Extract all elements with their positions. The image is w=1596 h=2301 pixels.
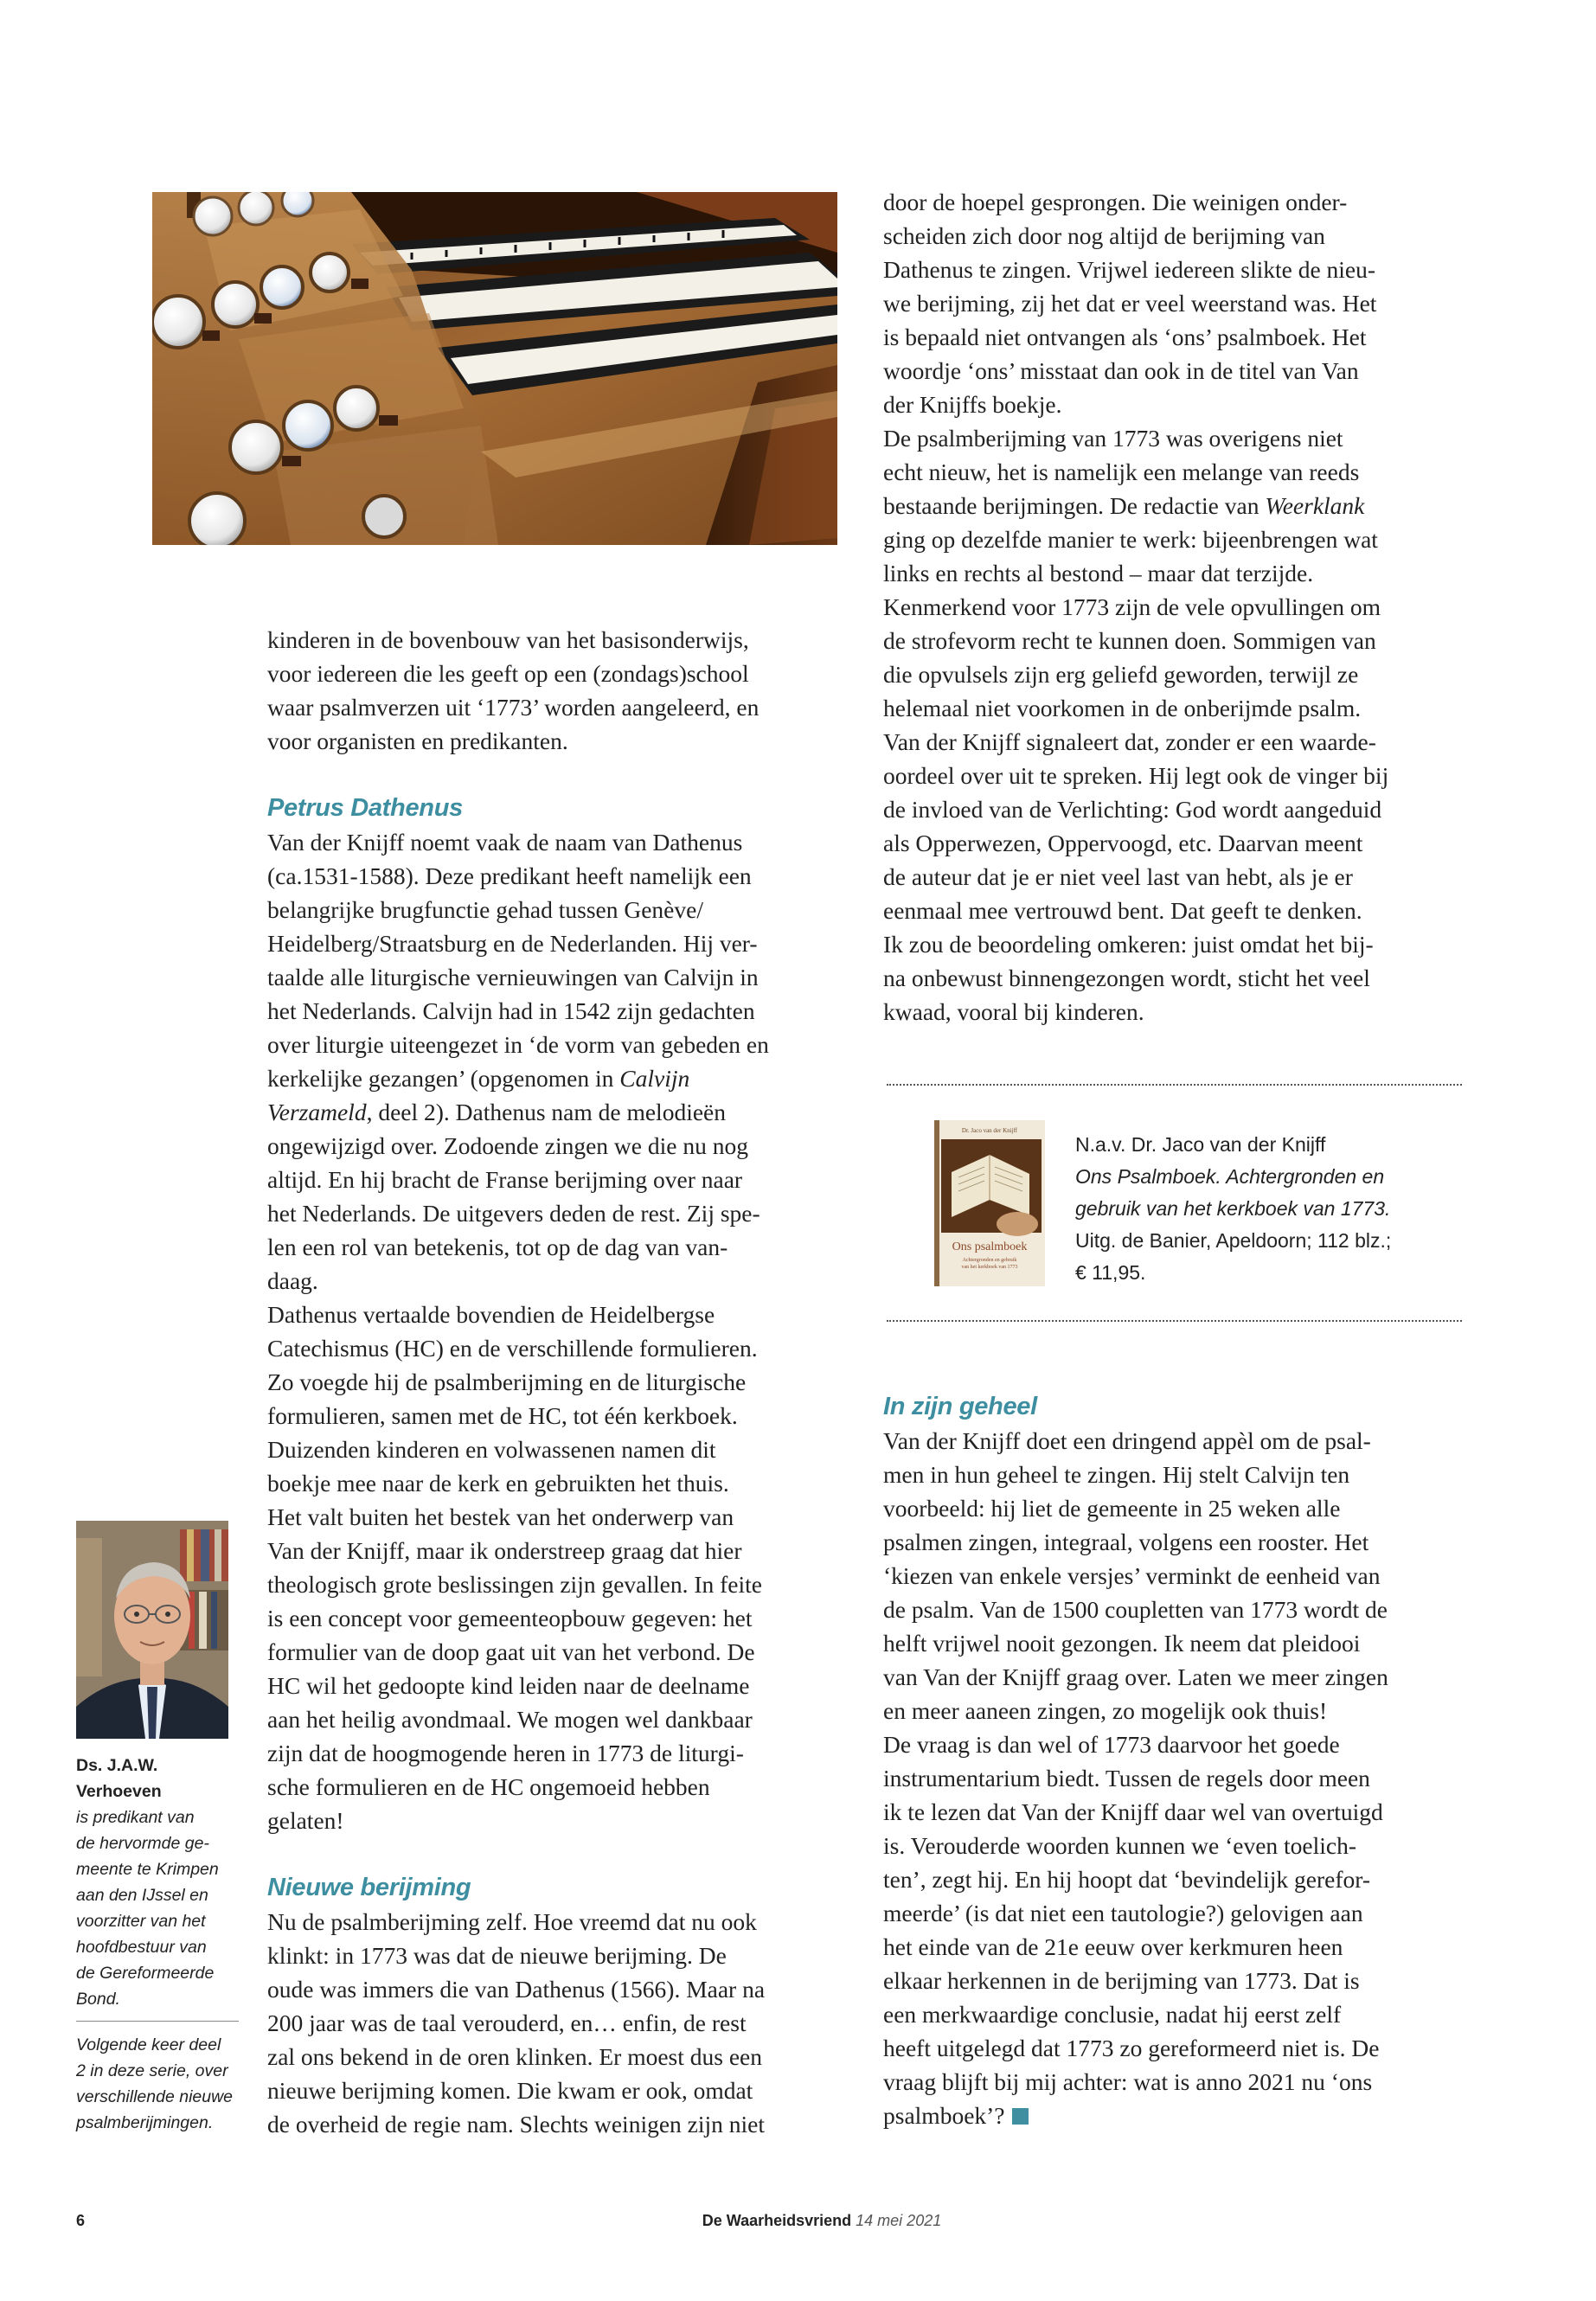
book-price: € 11,95. [1075,1261,1146,1284]
section-heading-petrus-dathenus: Petrus Dathenus [267,794,463,822]
book-publisher: Uitg. de Banier, Apeldoorn; 112 blz.; [1075,1229,1392,1252]
footer-publication [606,2212,1038,2230]
dathenus-paragraph-2: Dathenus vertaalde bovendien de Heidelbergse Catechismus (HC) en de verschillende formulieren. Zo voegde hij de psalmberijming en de liturgische formulieren, samen met de HC, tot één kerkboek. Duizenden kinderen en volwassenen namen dit boekje mee naar de kerk en gebruikten het thuis. Het valt buiten het bestek van het onderwerp van Van der Knijff, maar ik onderstreep graag dat hier theologisch grote beslissingen zijn gevallen. In feite is een concept voor gemeenteopbouw gegeven: het formulier van de doop gaat uit van het verbond. De HC wil het gedoopte kind leiden naar de deelname aan het heilig avondmaal. We mogen wel dankbaar zijn dat de hoogmogende heren in 1773 de liturgi- sche formulieren en de HC ongemoeid hebben gelaten! [267,1301,762,1834]
section-heading-in-zijn-geheel: In zijn geheel [883,1393,1037,1420]
book-cover-title: Ons psalmboek [952,1240,1028,1253]
book-cover-image [934,1120,1045,1286]
organ-console-photo [152,192,837,545]
berijming-paragraph: Nu de psalmberijming zelf. Hoe vreemd dat nu ook klinkt: in 1773 was dat de nieuwe berijming. De oude was immers die van Dathenus (1566). Maar na 200 jaar was de taal verouderd, en… enfin, de rest zal ons bekend in de oren klinken. Er moest dus een nieuwe berijming komen. Die kwam er ook, omdat de overheid de regie nam. Slechts weinigen zijn niet [267,1908,766,2138]
publication-date: 14 mei 2021 [856,2212,942,2229]
book-cover-subtitle-1: Achtergronden en gebruik [962,1258,1017,1263]
book-box-top-rule [887,1084,1462,1086]
end-mark-icon [1012,2108,1029,2125]
author-description: is predikant van de hervormde ge- meente te Krimpen aan den IJssel en voorzitter van het hoofdbestuur van de Gereformeerde Bond. [76,1808,219,2009]
author-name: Ds. J.A.W. Verhoeven [76,1756,162,1801]
left-column [267,623,847,2141]
right-paragraph-2: De psalmberijming van 1773 was overigens niet echt nieuw, het is namelijk een melange van reeds bestaande berijmingen. De redactie van Weerklank ging op dezelfde manier te werk: bijeenbrengen wat links en rechts al bestond – maar dat terzijde. Kenmerkend voor 1773 zijn de vele opvullingen om de strofevorm recht te kunnen doen. Sommigen van die opvulsels zijn erg geliefd geworden, terwijl ze helemaal niet voorkomen in de onberijmde psalm. Van der Knijff signaleert dat, zonder er een waarde- oordeel over uit te spreken. Hij legt ook de vinger bij de invloed van de Verlichting: God wordt aangeduid als Opperwezen, Oppervoogd, etc. Daarvan meent de auteur dat je er niet veel last van hebt, als je er eenmaal mee vertrouwd bent. Dat geeft te denken. Ik zou de beoordeling omkeren: juist omdat het bij- na onbewust binnengezongen wordt, sticht het veel kwaad, vooral bij kinderen. [883,425,1389,1025]
author-portrait [76,1521,228,1739]
publication-name: De Waarheidsvriend [702,2212,852,2229]
dathenus-paragraph-1: Van der Knijff noemt vaak de naam van Dathenus (ca.1531-1588). Deze predikant heeft namelijk een belangrijke brugfunctie gehad tussen Genève/ Heidelberg/Straatsburg en de Nederlanden. Hij ver- taalde alle liturgische vernieuwingen van Calvijn in het Nederlands. Calvijn had in 1542 zijn gedachten over liturgie uiteengezet in ‘de vorm van gebeden en kerkelijke gezangen’ (opgenomen in Calvijn Verzameld, deel 2). Dathenus nam de melodieën ongewijzigd over. Zodoende zingen we die nu nog altijd. En hij bracht de Franse berijming over naar het Nederlands. De uitgevers deden de rest. Zij spe- len een rol van betekenis, tot op de dag van van- daag. [267,829,769,1294]
sidebar-divider [76,2021,239,2022]
book-cover-subtitle-2: van het kerkboek van 1773 [961,1265,1018,1270]
book-title-line-2: gebruik van het kerkboek van 1773. [1075,1197,1391,1220]
book-info [1075,1129,1456,1289]
book-box-bottom-rule [887,1320,1462,1322]
book-title-line-1: Ons Psalmboek. Achtergronden en [1075,1165,1385,1188]
geheel-paragraph-2: De vraag is dan wel of 1773 daarvoor het goede instrumentarium biedt. Tussen de regels door meen ik te lezen dat Van der Knijff daar wel van overtuigd is. Verouderde woorden kunnen we ‘even toelich- ten’, zegt hij. En hij hoopt dat ‘bevindelijk gerefor- meerde’ (is dat niet een tautologie?) gelovigen aan het einde van de 21e eeuw over kerkmuren heen elkaar herkennen in de berijming van 1773. Dat is een merkwaardige conclusie, nadat hij eerst zelf heeft uitgelegd dat 1773 zo gereformeerd niet is. De vraag blijft bij mij achter: wat is anno 2021 nu ‘ons psalmboek’? [883,1731,1383,2129]
book-info-line-1: N.a.v. Dr. Jaco van der Knijff [1075,1133,1326,1156]
author-bio [76,1753,239,2136]
book-cover-author: Dr. Jaco van der Knijff [961,1127,1018,1134]
geheel-paragraph-1: Van der Knijff doet een dringend appèl om de psal- men in hun geheel te zingen. Hij stelt Calvijn ten voorbeeld: hij liet de gemeente in 25 weken alle psalmen zingen, integraal, volgens een rooster. Het ‘kiezen van enkele versjes’ verminkt de eenheid van de psalm. Van de 1500 coupletten van 1773 wordt de helft vrijwel nooit gezongen. Ik neem dat pleidooi van Van der Knijff graag over. Laten we meer zingen en meer aaneen zingen, zo mogelijk ook thuis! [883,1427,1388,1724]
page-number: 6 [76,2212,86,2229]
intro-paragraph: kinderen in de bovenbouw van het basisonderwijs, voor iedereen die les geeft op een (zondags)school waar psalmverzen uit ‘1773’ worden aangeleerd, en voor organisten en predikanten. [267,626,760,754]
series-note: Volgende keer deel 2 in deze serie, over verschillende nieuwe psalmberijmingen. [76,2035,234,2132]
right-paragraph-1: door de hoepel gesprongen. Die weinigen onder- scheiden zich door nog altijd de berijming van Dathenus te zingen. Vrijwel iedereen slikte de nieu- we berijming, zij het dat er veel weerstand was. Het is bepaald niet ontvangen als ‘ons’ psalmboek. Het woordje ‘ons’ misstaat dan ook in de titel van Van der Knijffs boekje. [883,189,1377,418]
section-heading-nieuwe-berijming: Nieuwe berijming [267,1874,471,1901]
